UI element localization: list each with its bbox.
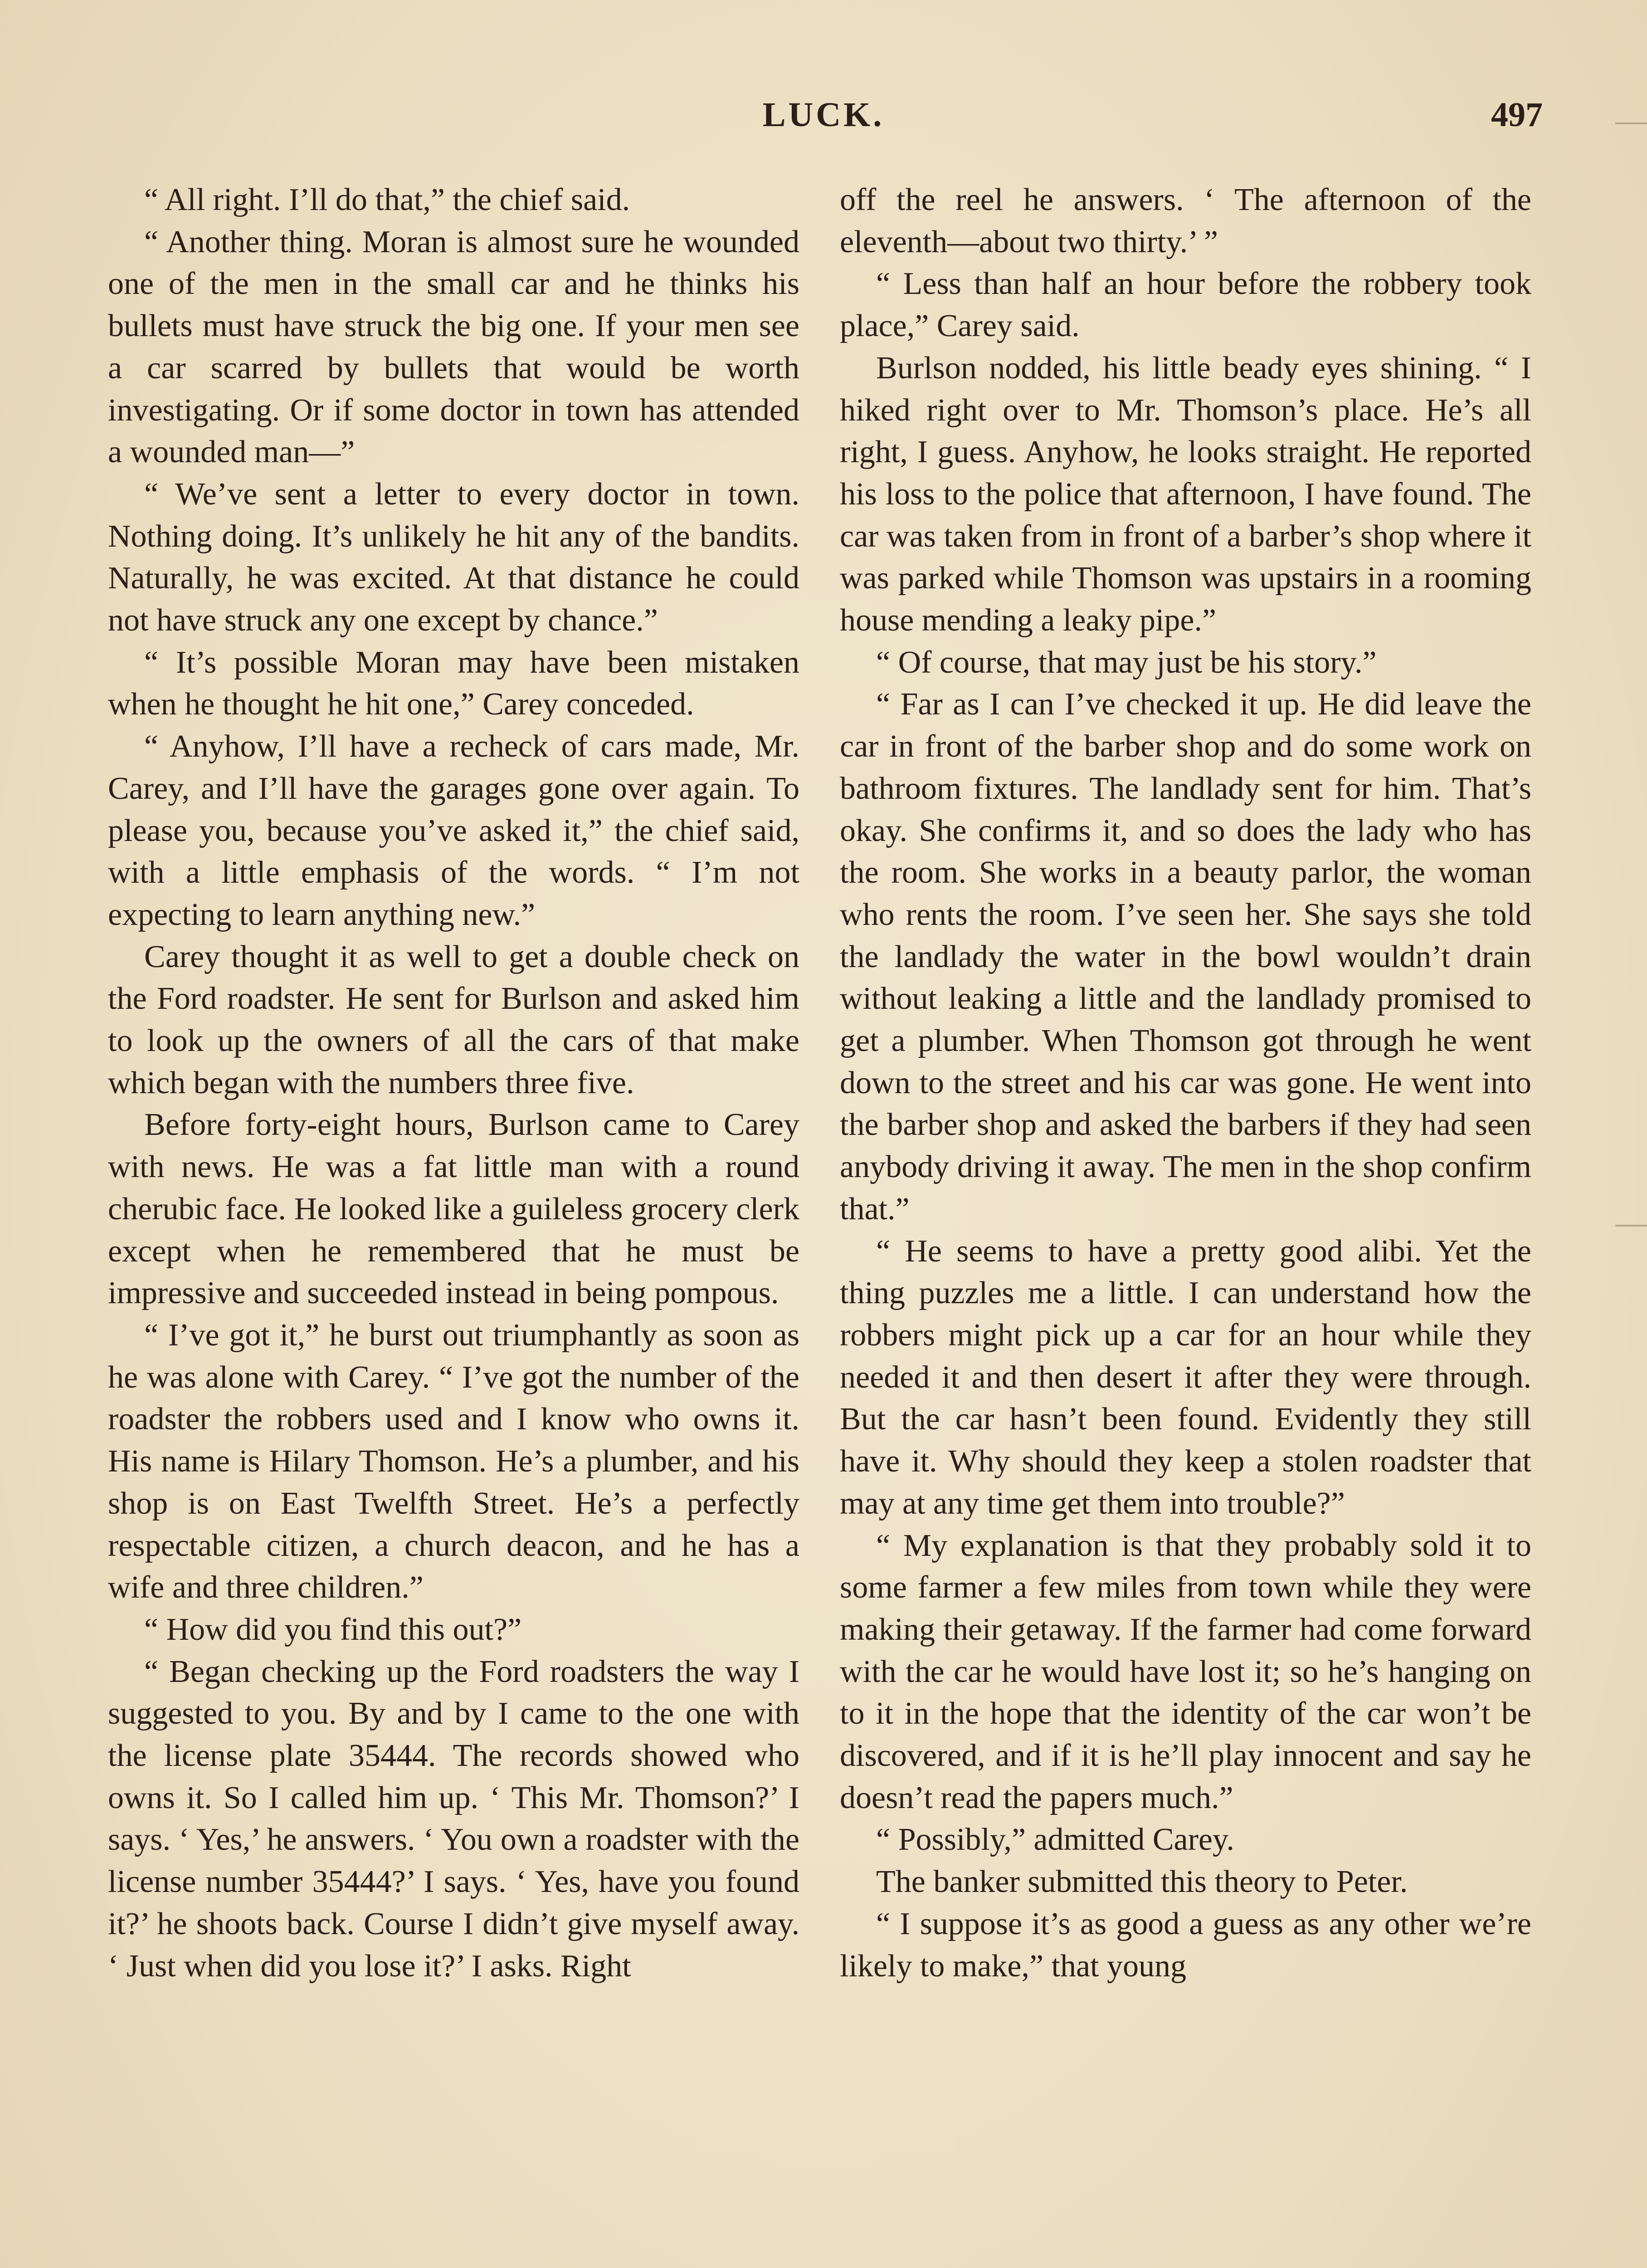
paragraph: “ Another thing. Moran is almost sure he wounded one of the men in the small car and he thinks his bullets must have struck the big one. If your men see a car scarred by bullets that would be worth investigating. Or if some doctor in town has attended a wounded man—” [108, 224, 799, 470]
paragraph-continuation: off the reel he answers. ‘ The afternoon of the eleventh—about two thirty.’ ” [840, 182, 1531, 259]
paragraph: “ Anyhow, I’ll have a recheck of cars made, Mr. Carey, and I’ll have the garages gone over again. To please you, because you’ve asked it,” the chief said, with a little emphasis of the words. “ I’m not expecting to learn anything new.” [108, 729, 799, 932]
paragraph: “ We’ve sent a letter to every doctor in town. Nothing doing. It’s unlikely he hit any of the bandits. Naturally, he was excited. At that distance he could not have struck any one except by chance.” [108, 476, 799, 638]
page-number: 497 [1491, 96, 1543, 134]
paragraph: “ Began checking up the Ford roadsters the way I suggested to you. By and by I came to the one with the license plate 35444. The records showed who owns it. So I called him up. ‘ This Mr. Thomson?’ I says. ‘ Yes,’ he answers. ‘ You own a roadster with the license number 35444?’ I says. ‘ Yes, have you found it?’ he shoots back. Course I didn’t give myself away. ‘ Just when did you lose it?’ I asks. Right [108, 1654, 799, 1984]
page-header [0, 95, 1647, 145]
running-head: LUCK. [762, 96, 885, 134]
paragraph: “ All right. I’ll do that,” the chief said. [144, 182, 630, 217]
page-edge-mark [1615, 1225, 1647, 1227]
paragraph: “ Less than half an hour before the robbery took place,” Carey said. [840, 266, 1531, 344]
paragraph: Carey thought it as well to get a double check on the Ford roadster. He sent for Burlson and asked him to look up the owners of all the cars of that make which began with the numbers three five. [108, 939, 799, 1100]
paragraph: Burlson nodded, his little beady eyes shining. “ I hiked right over to Mr. Thomson’s place. He’s all right, I guess. Anyhow, he looks straight. He reported his loss to the police that afternoon, I have found. The car was taken from in front of a barber’s shop where it was parked while Thomson was upstairs in a rooming house mending a leaky pipe.” [840, 350, 1531, 638]
paragraph: “ Far as I can I’ve checked it up. He did leave the car in front of the barber shop and do some work on bathroom fixtures. The landlady sent for him. That’s okay. She confirms it, and so does the lady who has the room. She works in a beauty parlor, the woman who rents the room. I’ve seen her. She says she told the landlady the water in the bowl wouldn’t drain without leaking a little and the landlady promised to get a plumber. When Thomson got through he went down to the street and his car was gone. He went into the barber shop and asked the barbers if they had seen anybody driving it away. The men in the shop confirm that.” [840, 687, 1531, 1227]
paragraph: Before forty-eight hours, Burlson came to Carey with news. He was a fat little man with a round cherubic face. He looked like a guileless grocery clerk except when he remembered that he must be impressive and succeeded instead in being pompous. [108, 1107, 799, 1311]
right-column [840, 179, 1531, 1987]
paragraph: “ He seems to have a pretty good alibi. Yet the thing puzzles me a little. I can understand how the robbers might pick up a car for an hour while they needed it and then desert it after they were through. But the car hasn’t been found. Evidently they still have it. Why should they keep a stolen roadster that may at any time get them into trouble?” [840, 1233, 1531, 1521]
page-edge-mark [1615, 122, 1647, 124]
paragraph: “ Of course, that may just be his story.” [876, 645, 1377, 680]
paragraph: “ I’ve got it,” he burst out triumphantly as soon as he was alone with Carey. “ I’ve got the number of the roadster the robbers used and I know who owns it. His name is Hilary Thomson. He’s a plumber, and his shop is on East Twelfth Street. He’s a perfectly respectable citizen, a church deacon, and he has a wife and three children.” [108, 1317, 799, 1605]
paragraph: “ I suppose it’s as good a guess as any other we’re likely to make,” that young [840, 1906, 1531, 1984]
paragraph: “ Possibly,” admitted Carey. [876, 1822, 1234, 1857]
paragraph: “ My explanation is that they probably sold it to some farmer a few miles from town while they were making their getaway. If the farmer had come forward with the car he would have lost it; so he’s hanging on to it in the hope that the identity of the car won’t be discovered, and if it is he’ll play innocent and say he doesn’t read the papers much.” [840, 1528, 1531, 1815]
paragraph: The banker submitted this theory to Peter. [876, 1864, 1408, 1900]
left-column [108, 179, 799, 1987]
paragraph: “ How did you find this out?” [144, 1612, 522, 1647]
paragraph: “ It’s possible Moran may have been mistaken when he thought he hit one,” Carey conceded. [108, 645, 799, 722]
